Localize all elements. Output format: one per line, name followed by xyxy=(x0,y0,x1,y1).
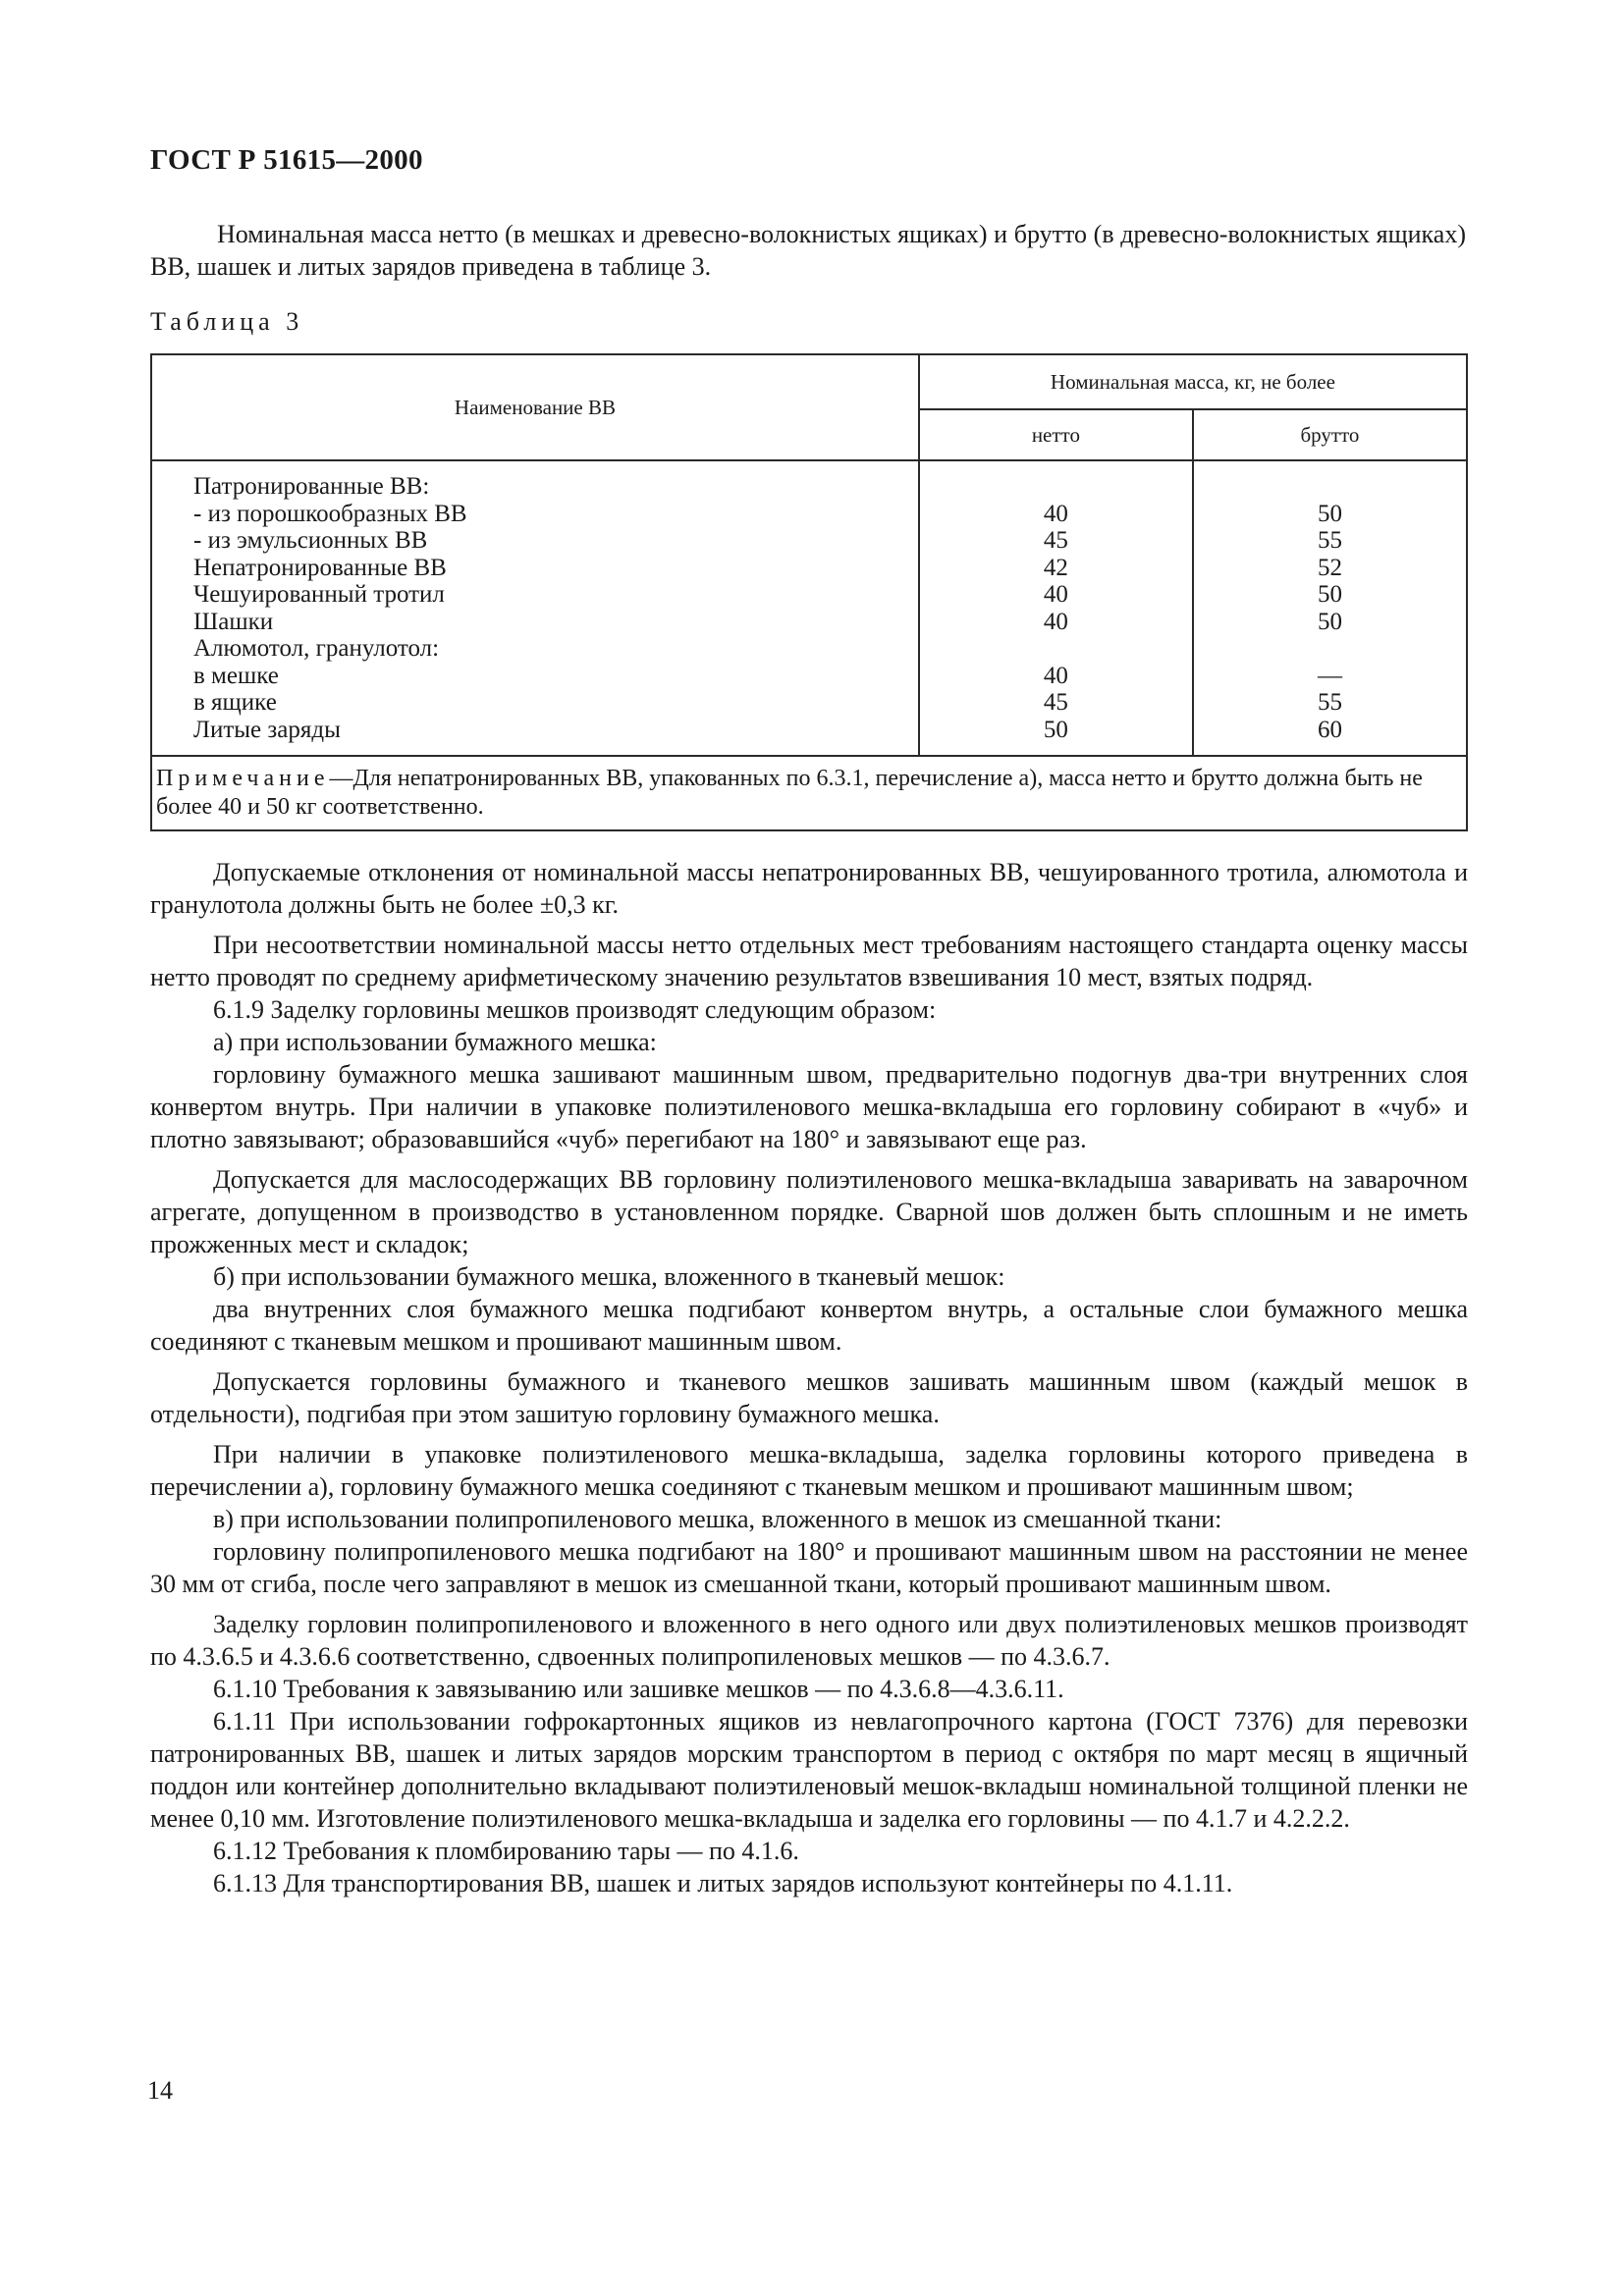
table-row-gross: 55 xyxy=(1317,689,1342,716)
table-row-net: 42 xyxy=(1043,554,1068,581)
body-paragraph: Заделку горловин полипропиленового и вложенного в него одного или двух полиэтиленовых мешков производят по 4.3.6.5 и 4.3.6.6 соответственно, сдвоенных полипропиленовых мешков — по 4.3.6.7. xyxy=(150,1610,1468,1671)
gross-column xyxy=(1193,460,1467,756)
body-paragraph: При несоответствии номинальной массы нетто отдельных мест требованиям настоящего стандарта оценку массы нетто проводят по среднему арифметическому значению результатов взвешивания 10 мест, взятых подряд. xyxy=(150,931,1468,991)
table-row-gross: 50 xyxy=(1317,581,1342,608)
note-text: —Для непатронированных ВВ, упакованных по 6.3.1, перечисление а), масса нетто и брутто должна быть не более 40 и 50 кг соответственно. xyxy=(156,766,1423,820)
header-gross-cell: брутто xyxy=(1193,409,1467,460)
table-row-gross: 52 xyxy=(1317,554,1342,581)
body-paragraph: При наличии в упаковке полиэтиленового мешка-вкладыша, заделка горловины которого приведена в перечислении а), горловину бумажного мешка соединяют с тканевым мешком и прошивают машинным швом; xyxy=(150,1440,1468,1501)
table-row-gross xyxy=(1195,635,1465,663)
table-row-name: Патронированные ВВ: xyxy=(193,473,430,500)
header-mass-cell: Номинальная масса, кг, не более xyxy=(919,354,1467,409)
body-paragraph: 6.1.13 Для транспортирования ВВ, шашек и литых зарядов используют контейнеры по 4.1.11. xyxy=(213,1869,1233,1897)
body-paragraph: горловину полипропиленового мешка подгибают на 180° и прошивают машинным швом на расстоянии не менее 30 мм от сгиба, после чего заправляют в мешок из смешанной ткани, который прошивают машинным швом. xyxy=(150,1537,1468,1598)
body-paragraph: 6.1.10 Требования к завязыванию или зашивке мешков — по 4.3.6.8—4.3.6.11. xyxy=(213,1675,1064,1703)
table-row-net: 45 xyxy=(1043,689,1068,716)
document-code-header: ГОСТ Р 51615—2000 xyxy=(150,144,423,176)
table-header-row xyxy=(151,354,1467,409)
body-paragraph: горловину бумажного мешка зашивают машинным швом, предварительно подогнув два-три внутренних слоя конвертом внутрь. При наличии в упаковке полиэтиленового мешка-вкладыша его горловину собирают в «чуб» и плотно завязывают; образовавшийся «чуб» перегибают на 180° и завязывают еще раз. xyxy=(150,1060,1468,1153)
body-paragraph: в) при использовании полипропиленового мешка, вложенного в мешок из смешанной ткани: xyxy=(213,1505,1222,1533)
body-paragraph: 6.1.9 Заделку горловины мешков производят следующим образом: xyxy=(213,995,937,1024)
header-net-cell: нетто xyxy=(919,409,1193,460)
note-label: Примечание xyxy=(156,766,330,791)
body-paragraph: б) при использовании бумажного мешка, вложенного в тканевый мешок: xyxy=(213,1262,1005,1291)
table-body-row xyxy=(151,460,1467,756)
header-name-cell: Наименование ВВ xyxy=(151,354,919,460)
table-row-name: Чешуированный тротил xyxy=(193,581,445,608)
table-note-row xyxy=(151,756,1467,830)
table-row-name: в ящике xyxy=(193,689,277,716)
body-paragraph: а) при использовании бумажного мешка: xyxy=(213,1028,657,1056)
table-row-name: Литые заряды xyxy=(193,716,341,743)
table-row-net: 40 xyxy=(1043,500,1068,527)
body-paragraph: 6.1.11 При использовании гофрокартонных ящиков из невлагопрочного картона (ГОСТ 7376) для перевозки патронированных ВВ, шашек и литых зарядов морским транспортом в период с октября по март месяц в ящичный поддон или контейнер дополнительно вкладывают полиэтиленовый мешок-вкладыш номинальной толщиной пленки не менее 0,10 мм. Изготовление полиэтиленового мешка-вкладыша и заделка его горловины — по 4.1.7 и 4.2.2.2. xyxy=(150,1707,1468,1833)
table-row-net: 45 xyxy=(1043,527,1068,554)
net-column xyxy=(919,460,1193,756)
table-row-name: - из эмульсионных ВВ xyxy=(193,527,428,554)
names-column xyxy=(151,460,919,756)
mass-table xyxy=(150,353,1468,831)
table-row-gross: 50 xyxy=(1317,608,1342,635)
body-paragraph: Допускаемые отклонения от номинальной массы непатронированных ВВ, чешуированного тротила, алюмотола и гранулотола должны быть не более ±0,3 кг. xyxy=(150,858,1468,919)
intro-paragraph xyxy=(150,218,1466,283)
page-number: 14 xyxy=(147,2076,173,2105)
table-row-gross: — xyxy=(1317,662,1342,689)
intro-text: Номинальная масса нетто (в мешках и древесно-волокнистых ящиках) и брутто (в древесно-волокнистых ящиках) ВВ, шашек и литых зарядов приведена в таблице 3. xyxy=(150,220,1466,281)
table-row-net: 50 xyxy=(1043,716,1068,743)
table-row-net xyxy=(921,473,1191,501)
table-row-net: 40 xyxy=(1043,581,1068,608)
table-row-net xyxy=(921,635,1191,663)
table-row-name: Непатронированные ВВ xyxy=(193,554,447,581)
table-caption: Таблица 3 xyxy=(150,307,304,336)
table-row-name: Шашки xyxy=(193,608,274,635)
table-note xyxy=(151,756,1467,830)
table-row-gross: 60 xyxy=(1317,716,1342,743)
body-paragraph: Допускается горловины бумажного и тканевого мешков зашивать машинным швом (каждый мешок в отдельности), подгибая при этом зашитую горловину бумажного мешка. xyxy=(150,1367,1468,1428)
table-row-net: 40 xyxy=(1043,608,1068,635)
body-paragraph: Допускается для маслосодержащих ВВ горловину полиэтиленового мешка-вкладыша заваривать на заварочном агрегате, допущенном в производство в установленном порядке. Сварной шов должен быть сплошным и не иметь прожженных мест и складок; xyxy=(150,1165,1468,1258)
table-row-gross: 55 xyxy=(1317,527,1342,554)
table-row-name: Алюмотол, гранулотол: xyxy=(193,635,440,662)
table-row-name: - из порошкообразных ВВ xyxy=(193,500,467,527)
table-row-gross xyxy=(1195,473,1465,501)
body-paragraph: два внутренних слоя бумажного мешка подгибают конвертом внутрь, а остальные слои бумажного мешка соединяют с тканевым мешком и прошивают машинным швом. xyxy=(150,1295,1468,1356)
table-row-net: 40 xyxy=(1043,662,1068,689)
table-row-gross: 50 xyxy=(1317,500,1342,527)
table-row-name: в мешке xyxy=(193,662,279,689)
body-text xyxy=(150,856,1468,1899)
body-paragraph: 6.1.12 Требования к пломбированию тары — по 4.1.6. xyxy=(213,1837,799,1865)
